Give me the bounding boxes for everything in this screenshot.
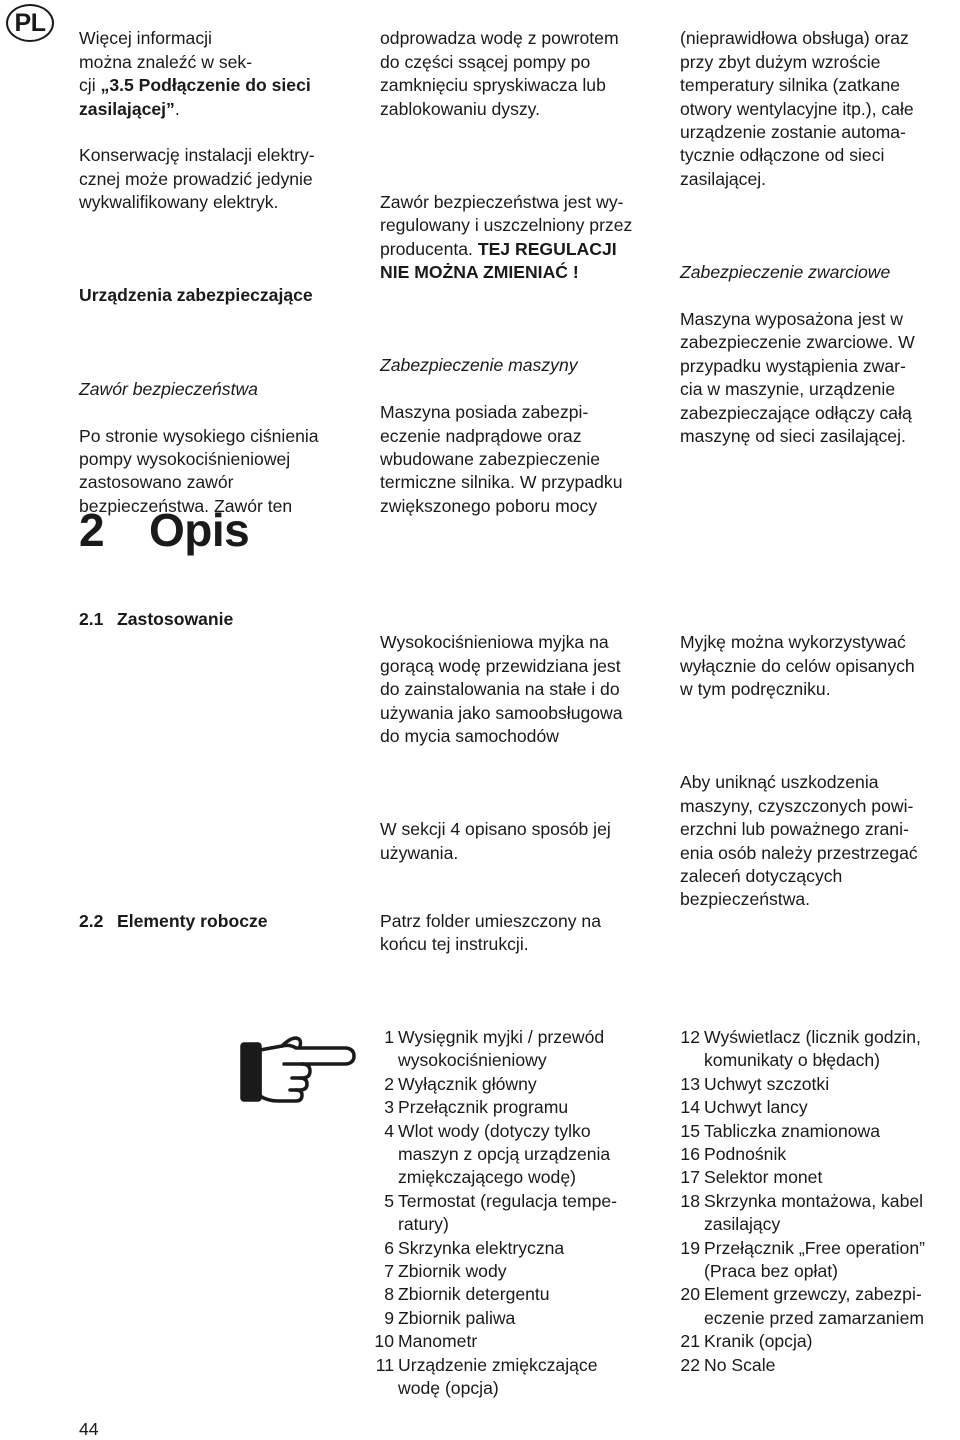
list-item-number: 1 xyxy=(384,1027,394,1047)
list-item xyxy=(370,1354,670,1401)
safety-devices-heading: Urządzenia zabezpieczające xyxy=(79,285,313,306)
list-item xyxy=(370,1330,670,1353)
electrical-maintenance-paragraph: Konserwację instalacji elektry- cznej może prowadzić jedynie wykwalifikowany elektryk. xyxy=(79,145,315,213)
components-list-left xyxy=(370,1026,670,1401)
list-item-label: Wlot wody (dotyczy tylko maszyn z opcją urządzenia zmiękczającego wodę) xyxy=(398,1120,611,1188)
list-item-number: 6 xyxy=(384,1237,394,1258)
section-2-1-column-3 xyxy=(680,608,950,935)
list-item-label: Uchwyt szczotki xyxy=(704,1073,830,1094)
section-reference: „3.5 Podłączenie do sieci zasilającej” xyxy=(79,75,311,119)
list-item xyxy=(370,1026,670,1073)
list-item-number: 2 xyxy=(384,1073,394,1094)
list-item xyxy=(370,1120,670,1190)
list-item xyxy=(676,1237,956,1284)
language-badge: PL xyxy=(6,4,54,42)
machine-protection-subheading: Zabezpieczenie maszyny xyxy=(380,355,578,376)
section-2-1-heading: 2.1 Zastosowanie xyxy=(79,609,234,629)
top-column-3 xyxy=(680,4,950,472)
list-item xyxy=(370,1260,670,1283)
list-item-label: Wyłącznik główny xyxy=(398,1073,537,1094)
list-item xyxy=(676,1143,956,1166)
list-item-label: Urządzenie zmiękczające wodę (opcja) xyxy=(398,1354,598,1399)
list-item-number: 5 xyxy=(384,1190,394,1211)
list-item-label: Skrzynka elektryczna xyxy=(398,1237,565,1258)
list-item-label: No Scale xyxy=(704,1354,776,1375)
list-item-label: Podnośnik xyxy=(704,1144,787,1165)
intended-use-paragraph: Myjkę można wykorzystywać wyłącznie do celów opisanych w tym podręczniku. xyxy=(680,632,915,700)
list-item-label: Wysięgnik myjki / przewód wysokociśnieniowy xyxy=(398,1027,605,1071)
application-paragraph: Wysokociśnieniowa myjka na gorącą wodę przewidziana jest do zainstalowania na stałe i do używania jako samoobsługowa do mycia samochodów xyxy=(380,632,623,747)
top-column-1 xyxy=(79,4,349,542)
list-item-label: Termostat (regulacja tempe- ratury) xyxy=(398,1190,618,1235)
safety-instruction-paragraph: Aby uniknąć uszkodzenia maszyny, czyszczonych powi- erzchni lub poważnego zrani- enia osób należy przestrzegać zaleceń dotyczących bezpieczeństwa. xyxy=(680,772,918,910)
list-item-number: 22 xyxy=(680,1354,700,1375)
list-item-number: 14 xyxy=(680,1097,700,1118)
list-item-label: Manometr xyxy=(398,1331,478,1352)
short-circuit-paragraph: Maszyna wyposażona jest w zabezpieczenie zwarciowe. W przypadku wystąpienia zwar- cia w maszynie, urządzenie zabezpieczające odłączy całą maszynę od sieci zasilającej. xyxy=(680,308,915,446)
list-item xyxy=(370,1237,670,1260)
list-item xyxy=(370,1307,670,1330)
chapter-title: Opis xyxy=(149,504,250,556)
list-item-label: Przełącznik programu xyxy=(398,1097,569,1118)
overload-paragraph: (nieprawidłowa obsługa) oraz przy zbyt dużym wzroście temperatury silnika (zatkane otwory wentylacyjne itp.), całe urządzenie zostanie automa- tycznie odłączone od sieci zasilającej. xyxy=(680,28,914,189)
list-item-number: 11 xyxy=(375,1354,394,1375)
list-item-number: 19 xyxy=(680,1237,700,1258)
list-item-number: 4 xyxy=(384,1120,394,1141)
list-item-number: 7 xyxy=(384,1261,394,1282)
chapter-number: 2 xyxy=(79,504,105,556)
list-item-label: Kranik (opcja) xyxy=(704,1331,813,1352)
list-item xyxy=(370,1096,670,1119)
list-item xyxy=(676,1096,956,1119)
components-list-right xyxy=(676,1026,956,1377)
list-item xyxy=(370,1283,670,1306)
list-item xyxy=(676,1120,956,1143)
machine-protection-paragraph: Maszyna posiada zabezpi- eczenie nadprądowe oraz wbudowane zabezpieczenie termiczne silnika. W przypadku zwiększonego poboru mocy xyxy=(380,402,623,516)
list-item xyxy=(676,1166,956,1189)
list-item-number: 8 xyxy=(384,1284,394,1305)
list-item-number: 18 xyxy=(680,1190,700,1211)
usage-reference-paragraph: W sekcji 4 opisano sposób jej używania. xyxy=(380,819,611,863)
safety-valve-subheading: Zawór bezpieczeństwa xyxy=(79,378,258,399)
list-item xyxy=(676,1283,956,1330)
chapter-heading xyxy=(79,500,249,560)
list-item xyxy=(676,1026,956,1073)
list-item-label: Zbiornik detergentu xyxy=(398,1284,550,1305)
info-paragraph: Więcej informacji można znaleźć w sek- cji „3.5 Podłączenie do sieci zasilającej”. xyxy=(79,28,311,119)
list-item-label: Uchwyt lancy xyxy=(704,1097,808,1118)
list-item xyxy=(370,1190,670,1237)
short-circuit-subheading: Zabezpieczenie zwarciowe xyxy=(680,262,891,283)
safety-valve-paragraph: Po stronie wysokiego ciśnienia pompy wysokociśnieniowej zastosowano zawór bezpieczeństwa. Zawór ten xyxy=(79,425,319,516)
list-item xyxy=(676,1330,956,1353)
valve-continuation-paragraph: odprowadza wodę z powrotem do części ssącej pompy po zamknięciu spryskiwacza lub zablokowaniu dyszy. xyxy=(380,28,619,119)
list-item-label: Przełącznik „Free operation” (Praca bez opłat) xyxy=(704,1237,925,1282)
page-number: 44 xyxy=(79,1419,99,1439)
pointing-hand-icon xyxy=(238,1030,358,1110)
list-item xyxy=(370,1073,670,1096)
list-item-number: 15 xyxy=(680,1120,700,1141)
list-item-number: 10 xyxy=(374,1331,394,1352)
list-item-number: 12 xyxy=(680,1027,700,1047)
list-item-label: Zbiornik paliwa xyxy=(398,1307,516,1328)
section-2-2-text: Patrz folder umieszczony na końcu tej instrukcji. xyxy=(380,911,601,955)
list-item xyxy=(676,1354,956,1377)
list-item-number: 9 xyxy=(384,1307,394,1328)
list-item-label: Selektor monet xyxy=(704,1167,823,1188)
valve-adjustment-paragraph: Zawór bezpieczeństwa jest wy- regulowany i uszczelniony przez producenta. TEJ REGULACJI NIE MOŻNA ZMIENIAĆ ! xyxy=(380,191,633,283)
list-item-number: 3 xyxy=(384,1097,394,1118)
list-item-label: Zbiornik wody xyxy=(398,1261,507,1282)
list-item-label: Wyświetlacz (licznik godzin, komunikaty o błędach) xyxy=(704,1027,921,1071)
list-item-label: Tabliczka znamionowa xyxy=(704,1120,881,1141)
list-item-label: Skrzynka montażowa, kabel zasilający xyxy=(704,1190,924,1235)
list-item-number: 17 xyxy=(680,1167,700,1188)
list-item-number: 13 xyxy=(680,1073,700,1094)
list-item-label: Element grzewczy, zabezpi- eczenie przed zamarzaniem xyxy=(704,1284,925,1328)
list-item-number: 21 xyxy=(680,1331,700,1352)
warning-text: TEJ REGULACJI NIE MOŻNA ZMIENIAĆ xyxy=(380,238,617,283)
list-item xyxy=(676,1190,956,1237)
top-column-2 xyxy=(380,4,660,542)
section-2-1-column-2 xyxy=(380,608,660,888)
section-2-2-heading: 2.2 Elementy robocze xyxy=(79,911,268,931)
list-item-number: 16 xyxy=(680,1144,700,1165)
list-item xyxy=(676,1073,956,1096)
list-item-number: 20 xyxy=(680,1284,700,1305)
